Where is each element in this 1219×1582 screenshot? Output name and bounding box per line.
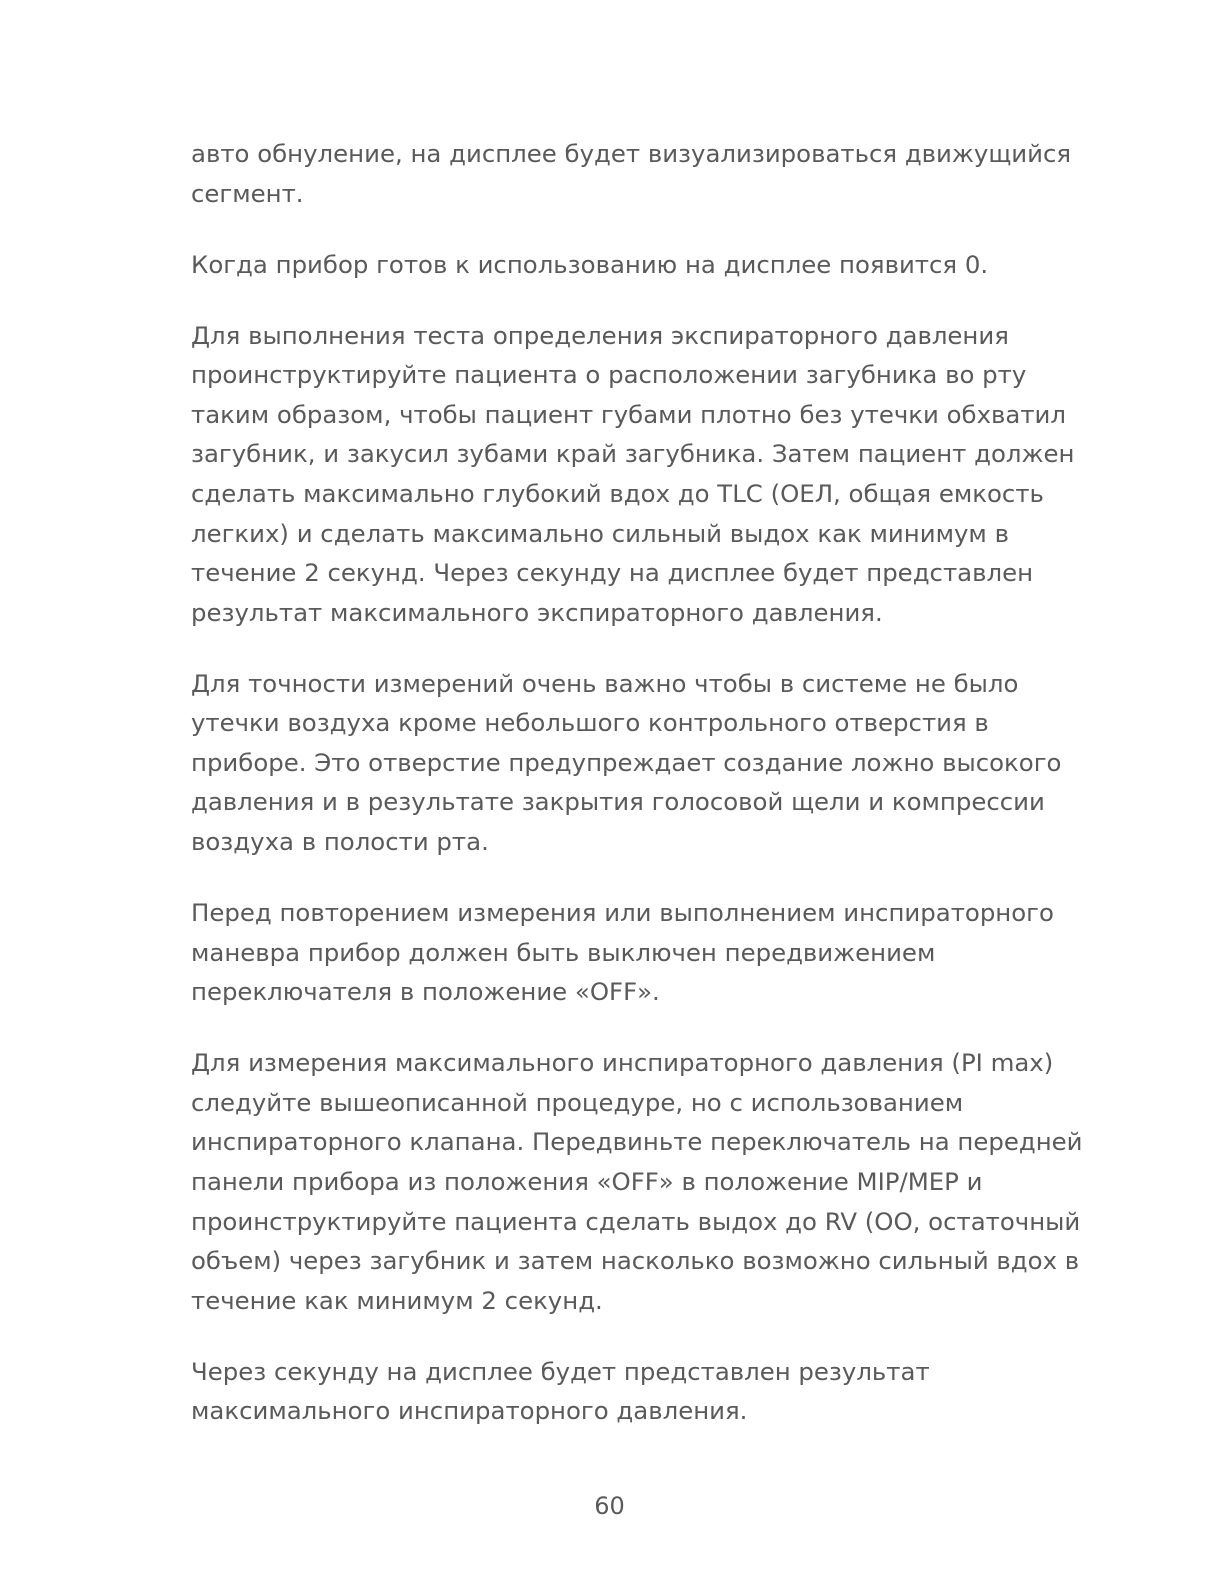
text-line: результат максимального экспираторного давления. bbox=[191, 597, 883, 627]
text-line: воздуха в полости рта. bbox=[191, 827, 489, 857]
body-text bbox=[191, 134, 1083, 1462]
text-line: приборе. Это отверстие предупреждает создание ложно высокого bbox=[191, 747, 1062, 777]
text-line: Перед повторением измерения или выполнением инспираторного bbox=[191, 898, 1054, 928]
text-line: маневра прибор должен быть выключен передвижением bbox=[191, 937, 936, 967]
text-line: утечки воздуха кроме небольшого контрольного отверстия в bbox=[191, 708, 989, 738]
text-line: сделать максимально глубокий вдох до TLC (ОЕЛ, общая емкость bbox=[191, 478, 1044, 508]
text-line: загубник, и закусил зубами край загубника. Затем пациент должен bbox=[191, 439, 1075, 469]
text-line: переключателя в положение «OFF». bbox=[191, 977, 660, 1007]
paragraph-accuracy bbox=[191, 664, 1062, 862]
text-line: легких) и сделать максимально сильный выдох как минимум в bbox=[191, 518, 1009, 548]
paragraph-expiratory-test bbox=[191, 316, 1075, 633]
page-number: 60 bbox=[594, 1492, 625, 1520]
paragraph-inspiratory-test bbox=[191, 1043, 1083, 1320]
text-line: Для точности измерений очень важно чтобы в системе не было bbox=[191, 668, 1019, 698]
text-line: проинструктируйте пациента о расположении загубника во рту bbox=[191, 360, 1027, 390]
text-line: максимального инспираторного давления. bbox=[191, 1396, 748, 1426]
text-line: давления и в результате закрытия голосовой щели и компрессии bbox=[191, 787, 1045, 817]
text-line: течение как минимум 2 секунд. bbox=[191, 1285, 603, 1315]
text-line: проинструктируйте пациента сделать выдох до RV (ОО, остаточный bbox=[191, 1206, 1081, 1236]
text-line: Для измерения максимального инспираторного давления (PI max) bbox=[191, 1048, 1054, 1078]
text-line: течение 2 секунд. Через секунду на дисплее будет представлен bbox=[191, 558, 1034, 588]
text-line: сегмент. bbox=[191, 178, 304, 208]
paragraph-ready bbox=[191, 245, 1051, 285]
text-line: объем) через загубник и затем насколько возможно сильный вдох в bbox=[191, 1246, 1080, 1276]
paragraph-repeat-measurement bbox=[191, 893, 1054, 1012]
paragraph-auto-zero bbox=[191, 134, 1072, 213]
text-line: инспираторного клапана. Передвиньте переключатель на передней bbox=[191, 1127, 1083, 1157]
text-line: Когда прибор готов к использованию на дисплее появится 0. bbox=[191, 249, 989, 279]
text-line: следуйте вышеописанной процедуре, но с использованием bbox=[191, 1087, 964, 1117]
text-line: панели прибора из положения «OFF» в положение MIP/MEP и bbox=[191, 1167, 983, 1197]
text-line: таким образом, чтобы пациент губами плотно без утечки обхватил bbox=[191, 399, 1067, 429]
text-line: Для выполнения теста определения экспираторного давления bbox=[191, 320, 1009, 350]
paragraph-inspiratory-result bbox=[191, 1352, 1051, 1431]
text-line: авто обнуление, на дисплее будет визуализироваться движущийся bbox=[191, 139, 1072, 168]
text-line: Через секунду на дисплее будет представлен результат bbox=[191, 1356, 930, 1386]
